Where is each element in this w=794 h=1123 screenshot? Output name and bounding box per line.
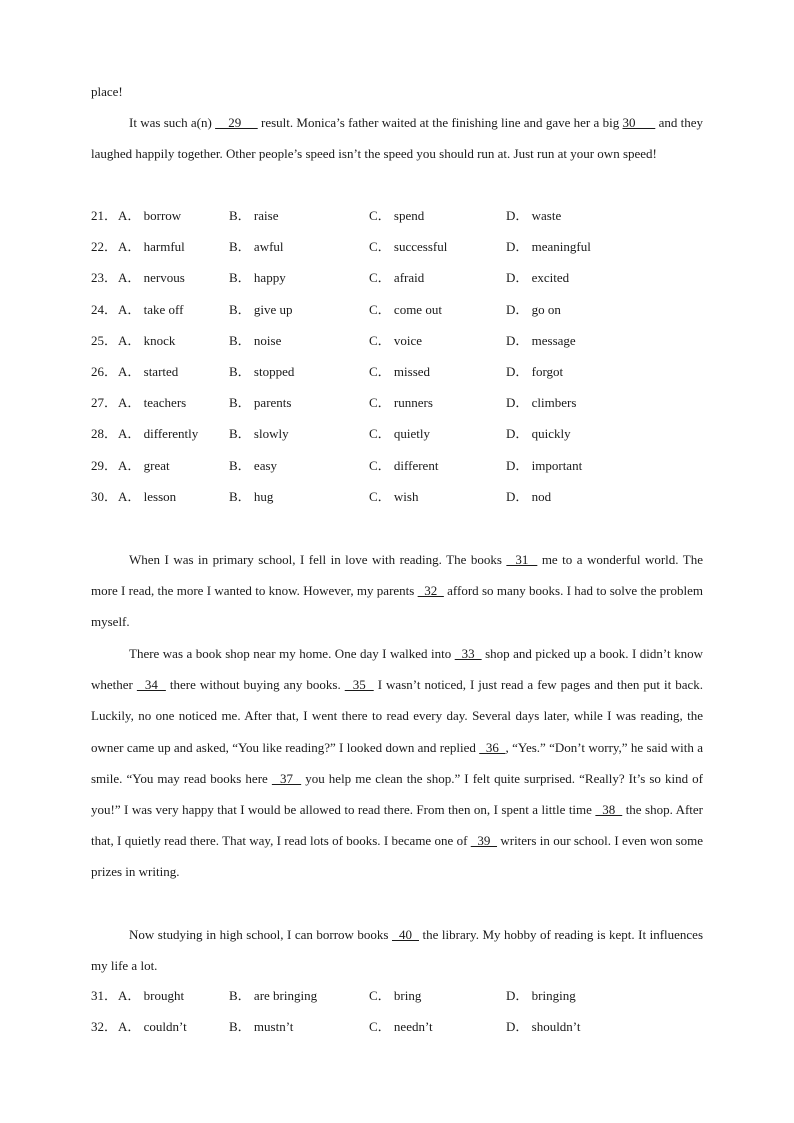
option-d: D． go on [506,302,561,317]
option-c: C． successful [369,239,448,254]
passage2-text: the library. My hobby of reading is kept. It influences my life a lot. [91,927,704,974]
question-number: 26． [91,364,118,379]
passage2-text: There was a book shop near my home. One day I walked into [129,646,455,661]
question-number: 32． [91,1019,118,1034]
blank-31: 31 [506,552,538,567]
option-a: A． nervous [118,270,185,285]
blank-29: 29 [215,115,258,130]
option-b: B． awful [229,239,284,254]
question-number: 25． [91,333,118,348]
passage2-text: afford so many books. I had to solve the problem myself. [91,583,703,630]
question-row [91,362,703,382]
option-d: D． quickly [506,426,571,441]
option-c: C． wish [369,489,419,504]
option-c: C． come out [369,302,442,317]
passage2-text: shop and picked up a book. I didn’t know whether [91,646,703,693]
blank-34: 34 [136,677,166,693]
question-number: 31． [91,988,118,1003]
passage2-text: When I was in primary school, I fell in love with reading. The books [129,552,507,567]
question-number: 23． [91,270,118,285]
option-d: D． nod [506,489,552,504]
passage2-text: Now studying in high school, I can borrow books [129,927,392,942]
option-d: D． important [506,458,583,473]
blank-35: 35 [344,677,374,693]
passage1-continuation: place! [91,84,123,99]
passage1-text: result. Monica’s father waited at the finishing line and gave her a big [257,115,623,130]
question-row [91,237,703,257]
passage2-paragraph2 [91,638,703,888]
option-c: C． spend [369,208,425,223]
blank-33: 33 [454,646,482,661]
question-number: 28． [91,426,118,441]
question-row [91,393,703,413]
option-b: B． hug [229,489,274,504]
option-c: C． afraid [369,270,425,285]
option-b: B． give up [229,302,293,317]
option-b: B． slowly [229,426,289,441]
passage1-line0 [91,76,703,107]
blank-39: 39 [470,833,498,849]
question-number: 30． [91,489,118,504]
option-b: B． parents [229,395,292,410]
question-number: 21． [91,208,118,223]
option-c: C． runners [369,395,433,410]
passage2-text: writers in our school. I even won some prizes in writing. [91,833,704,880]
question-row [91,1017,703,1037]
option-b: B． happy [229,270,286,285]
blank-37: 37 [271,770,302,786]
option-a: A． differently [118,426,199,441]
question-row [91,206,703,226]
option-a: A． great [118,458,170,473]
option-d: D． waste [506,208,562,223]
question-number: 29． [91,458,118,473]
option-d: D． climbers [506,395,577,410]
passage2-text: I wasn’t noticed, I just read a few pages and then put it back. Luckily, no one noticed me. After that, I went there to read every day. Several days later, while I was reading, the owner came up and asked, “You like reading?” I looked down and replied [91,677,704,755]
option-d: D． forgot [506,364,564,379]
option-c: C． bring [369,988,422,1003]
option-b: B． noise [229,333,282,348]
passage1-paragraph [91,107,703,169]
option-b: B． raise [229,208,279,223]
option-a: A． lesson [118,489,177,504]
passage2-paragraph1 [91,544,703,638]
blank-30: 30 [622,115,656,130]
option-b: B． mustn’t [229,1019,294,1034]
question-row [91,268,703,288]
blank-40: 40 [391,927,419,942]
option-a: A． harmful [118,239,185,254]
option-b: B． stopped [229,364,295,379]
option-d: D． message [506,333,576,348]
question-number: 27． [91,395,118,410]
option-d: D． meaningful [506,239,591,254]
question-row [91,456,703,476]
passage2-text: me to a wonderful world. The more I read, the more I wanted to know. However, my parents [91,552,703,599]
question-row [91,424,703,444]
passage2-text: you help me clean the shop.” I felt quite surprised. “Really? It’s so kind of you!” I was very happy that I would be allowed to read there. From then on, I spent a little time [91,770,703,818]
option-c: C． voice [369,333,423,348]
option-a: A． take off [118,302,184,317]
option-a: A． couldn’t [118,1019,187,1034]
passage2-text: the shop. After that, I quietly read there. That way, I read lots of books. I became one of [91,802,704,849]
option-a: A． borrow [118,208,182,223]
option-a: A． teachers [118,395,187,410]
option-c: C． missed [369,364,431,379]
option-a: A． brought [118,988,185,1003]
option-a: A． knock [118,333,176,348]
option-d: D． excited [506,270,570,285]
blank-38: 38 [595,802,623,818]
question-number: 24． [91,302,118,317]
passage1-text: and they laughed happily together. Other people’s speed isn’t the speed you should run at. Just run at your own speed! [91,115,704,162]
question-row [91,331,703,351]
option-b: B． easy [229,458,278,473]
option-d: D． shouldn’t [506,1019,581,1034]
option-c: C． different [369,458,439,473]
blank-32: 32 [417,583,444,599]
option-b: B． are bringing [229,988,318,1003]
passage2-paragraph3 [91,919,703,981]
passage1-text: It was such a(n) [129,115,216,130]
question-row [91,487,703,507]
question-row [91,986,703,1006]
option-c: C． quietly [369,426,431,441]
question-number: 22． [91,239,118,254]
option-c: C． needn’t [369,1019,433,1034]
option-d: D． bringing [506,988,576,1003]
question-row [91,300,703,320]
passage2-text: , “Yes.” “Don’t worry,” he said with a smile. “You may read books here [91,739,703,786]
option-a: A． started [118,364,179,379]
blank-36: 36 [479,739,506,755]
passage2-text: there without buying any books. [165,677,345,693]
